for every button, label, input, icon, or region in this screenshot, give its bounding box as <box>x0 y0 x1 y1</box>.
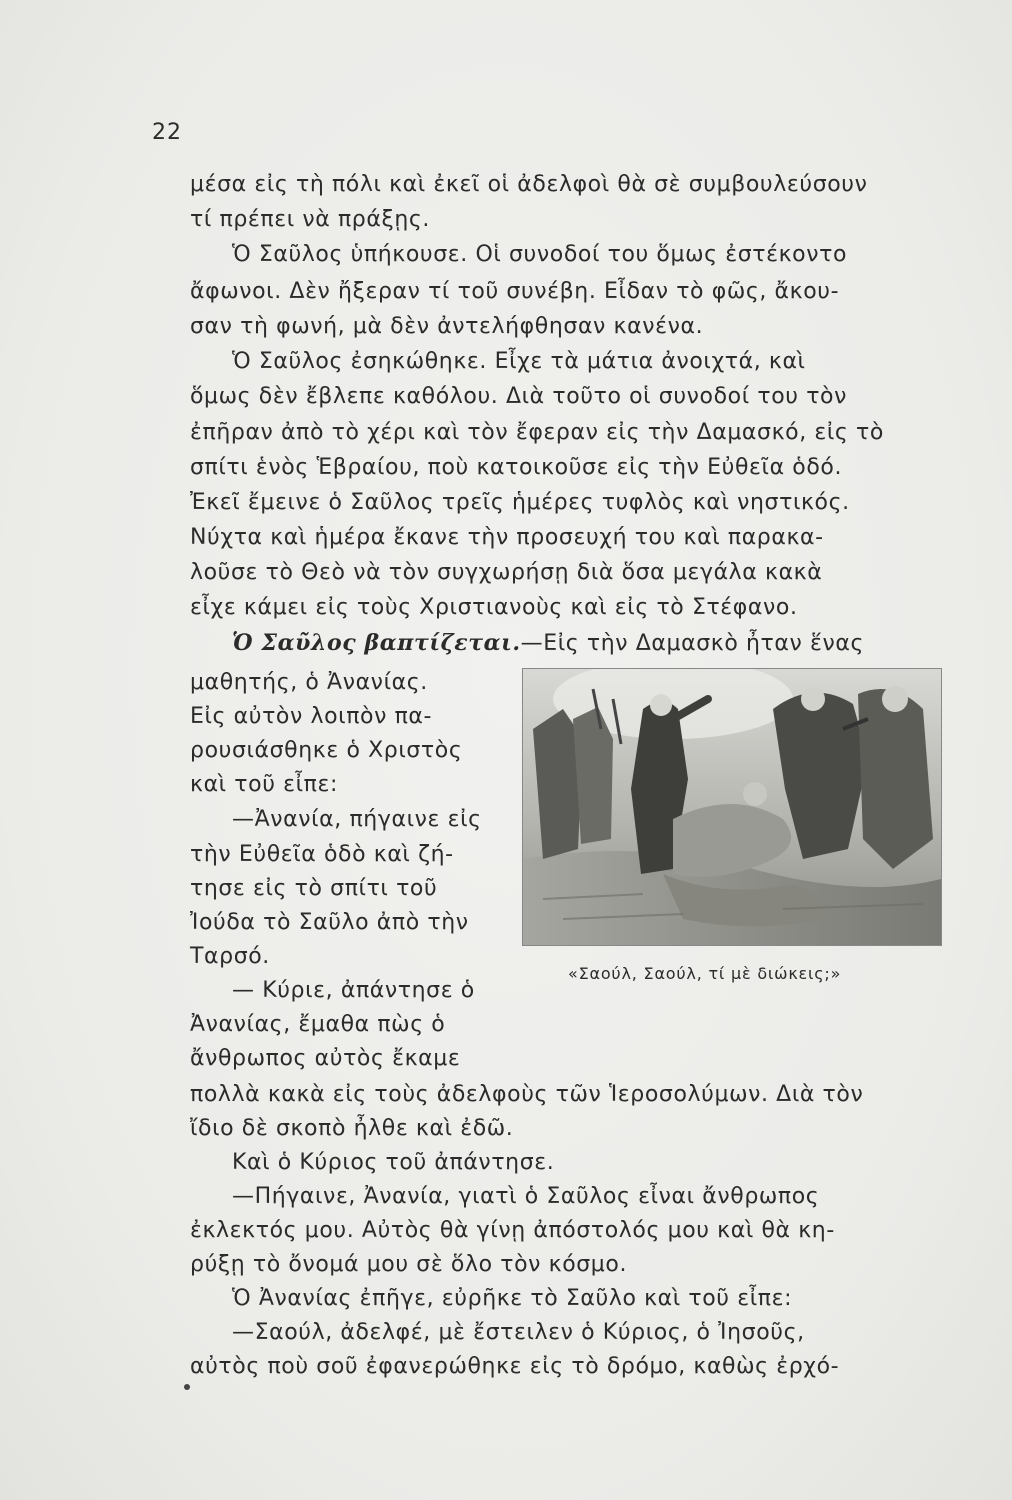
text-line: —Πήγαινε, Ἀνανία, γιατὶ ὁ Σαῦλος εἶναι ἄνθρωπος <box>232 1184 820 1209</box>
text-line: ἴδιο δὲ σκοπὸ ἦλθε καὶ ἐδῶ. <box>190 1116 514 1141</box>
text-line: μαθητής, ὁ Ἀνανίας. <box>190 670 428 695</box>
text-line: λοῦσε τὸ Θεὸ νὰ τὸν συγχωρήσῃ διὰ ὅσα μεγάλα κακὰ <box>190 560 823 585</box>
text-line: μέσα εἰς τὴ πόλι καὶ ἐκεῖ οἱ ἀδελφοὶ θὰ σὲ συμβουλεύσουν <box>190 172 868 197</box>
text-line: —Σαούλ, ἀδελφέ, μὲ ἔστειλεν ὁ Κύριος, ὁ Ἰησοῦς, <box>232 1320 805 1345</box>
illustration-drawing <box>523 669 941 945</box>
text-line: τησε εἰς τὸ σπίτι τοῦ <box>190 876 438 901</box>
text-line: ἐπῆραν ἀπὸ τὸ χέρι καὶ τὸν ἔφεραν εἰς τὴν Δαμασκό, εἰς τὸ <box>190 420 884 445</box>
section-heading: Ὁ Σαῦλος βαπτίζεται. <box>232 630 521 656</box>
ink-dot <box>184 1384 190 1390</box>
text-line: τὴν Εὐθεῖα ὁδὸ καὶ ζή- <box>190 842 454 867</box>
text-line: —Ἀνανία, πήγαινε εἰς <box>232 807 482 832</box>
text-line: Ὁ Σαῦλος ἐσηκώθηκε. Εἶχε τὰ μάτια ἀνοιχτά, καὶ <box>232 349 806 374</box>
text-line: Καὶ ὁ Κύριος τοῦ ἀπάντησε. <box>232 1150 555 1175</box>
text-line: Ἐκεῖ ἔμεινε ὁ Σαῦλος τρεῖς ἡμέρες τυφλὸς καὶ νηστικός. <box>190 490 850 515</box>
text-line: ὅμως δὲν ἔβλεπε καθόλου. Διὰ τοῦτο οἱ συνοδοί του τὸν <box>190 384 847 409</box>
text-line: Εἰς αὐτὸν λοιπὸν πα- <box>190 704 433 729</box>
text-line: Ταρσό. <box>190 944 270 969</box>
page-number: 22 <box>152 120 182 145</box>
text-line: Ἰούδα τὸ Σαῦλο ἀπὸ τὴν <box>190 910 469 935</box>
text-line: Ὁ Σαῦλος ὑπήκουσε. Οἱ συνοδοί του ὅμως ἐστέκοντο <box>232 242 848 267</box>
illustration-caption: «Σαούλ, Σαούλ, τί μὲ διώκεις;» <box>568 964 842 983</box>
text-line: σπίτι ἑνὸς Ἑβραίου, ποὺ κατοικοῦσε εἰς τὴν Εὐθεῖα ὁδό. <box>190 455 843 480</box>
text-line: καὶ τοῦ εἶπε: <box>190 772 339 797</box>
section-heading-line <box>232 628 864 659</box>
text-line: αὐτὸς ποὺ σοῦ ἐφανερώθηκε εἰς τὸ δρόμο, καθὼς ἐρχό- <box>190 1354 840 1379</box>
text-line: σαν τὴ φωνή, μὰ δὲν ἀντελήφθησαν κανένα. <box>190 314 704 339</box>
text-line: ρύξῃ τὸ ὄνομά μου σὲ ὅλο τὸν κόσμο. <box>190 1252 628 1277</box>
text-line: Ἀνανίας, ἔμαθα πὼς ὁ <box>190 1012 446 1037</box>
text-line: εἶχε κάμει εἰς τοὺς Χριστιανοὺς καὶ εἰς τὸ Στέφανο. <box>190 595 798 620</box>
illustration <box>522 668 942 946</box>
text-line: τί πρέπει νὰ πράξῃς. <box>190 207 430 232</box>
text-line: ρουσιάσθηκε ὁ Χριστὸς <box>190 738 463 763</box>
text-line: ἄφωνοι. Δὲν ἤξεραν τί τοῦ συνέβη. Εἶδαν τὸ φῶς, ἄκου- <box>190 279 840 304</box>
text-line: — Κύριε, ἀπάντησε ὁ <box>232 978 475 1003</box>
text-line: πολλὰ κακὰ εἰς τοὺς ἀδελφοὺς τῶν Ἱεροσολύμων. Διὰ τὸν <box>190 1082 864 1107</box>
section-heading-continuation: —Εἰς τὴν Δαμασκὸ ἦταν ἕνας <box>520 631 864 656</box>
text-line: Ὁ Ἀνανίας ἐπῆγε, εὐρῆκε τὸ Σαῦλο καὶ τοῦ εἶπε: <box>232 1286 793 1311</box>
text-line: Νύχτα καὶ ἡμέρα ἔκανε τὴν προσευχή του καὶ παρακα- <box>190 525 824 550</box>
text-line: ἄνθρωπος αὐτὸς ἔκαμε <box>190 1046 461 1071</box>
text-line: ἐκλεκτός μου. Αὐτὸς θὰ γίνῃ ἀπόστολός μου καὶ θὰ κη- <box>190 1218 835 1243</box>
